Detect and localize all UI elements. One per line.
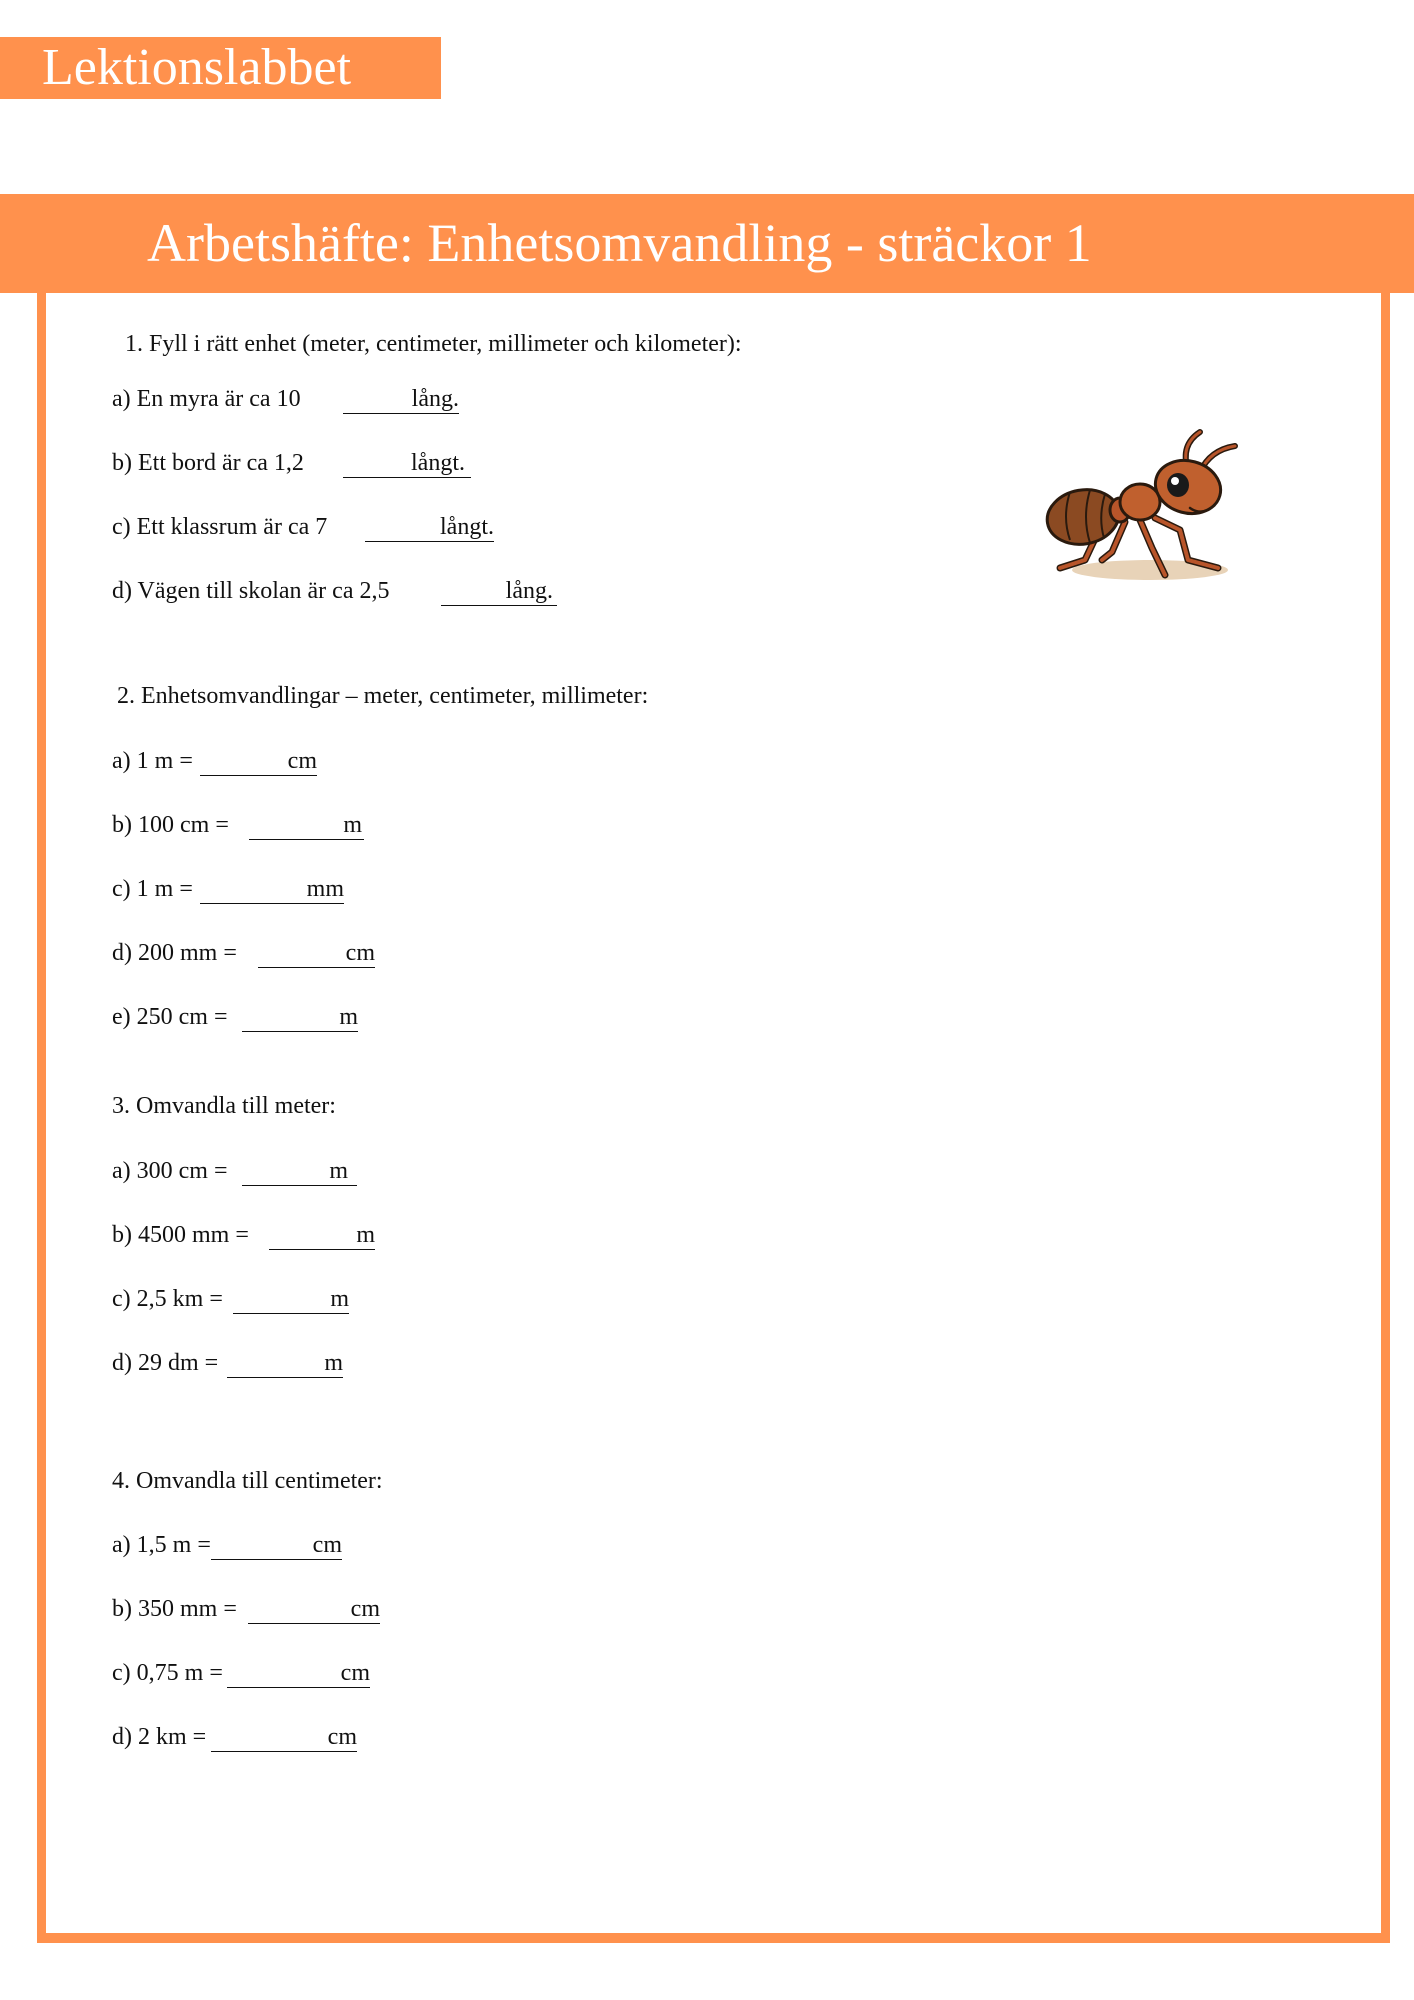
suffix-1c: långt.: [440, 514, 494, 540]
question-3b: b) 4500 mm =: [112, 1222, 249, 1248]
unit-3c: m: [330, 1286, 349, 1312]
question-4c: c) 0,75 m =: [112, 1660, 223, 1686]
unit-3b: m: [356, 1222, 375, 1248]
suffix-1b: långt.: [411, 450, 465, 476]
answer-blank-1b[interactable]: [343, 448, 471, 478]
unit-4d: cm: [327, 1724, 357, 1750]
question-4a: a) 1,5 m =: [112, 1532, 211, 1558]
suffix-1d: lång.: [505, 578, 553, 604]
unit-2d: cm: [345, 940, 375, 966]
question-4b: b) 350 mm =: [112, 1596, 237, 1622]
answer-blank-4b[interactable]: [248, 1594, 380, 1624]
answer-blank-3b[interactable]: [269, 1220, 375, 1250]
answer-blank-2d[interactable]: [258, 938, 375, 968]
answer-blank-2b[interactable]: [249, 810, 364, 840]
answer-blank-1a[interactable]: [343, 384, 459, 414]
question-1d: d) Vägen till skolan är ca 2,5: [112, 578, 390, 604]
answer-blank-4d[interactable]: [211, 1722, 357, 1752]
question-1a: a) En myra är ca 10: [112, 386, 301, 412]
unit-3d: m: [324, 1350, 343, 1376]
unit-2e: m: [339, 1004, 358, 1030]
answer-blank-2c[interactable]: [200, 874, 344, 904]
section-3-heading: 3. Omvandla till meter:: [112, 1093, 336, 1119]
answer-blank-1c[interactable]: [365, 512, 494, 542]
unit-4a: cm: [312, 1532, 342, 1558]
unit-4b: cm: [350, 1596, 380, 1622]
question-2a: a) 1 m =: [112, 748, 193, 774]
unit-3a: m: [329, 1158, 348, 1184]
ant-icon: [1040, 420, 1240, 590]
answer-blank-2a[interactable]: [200, 746, 317, 776]
question-2b: b) 100 cm =: [112, 812, 229, 838]
question-3d: d) 29 dm =: [112, 1350, 219, 1376]
answer-blank-3c[interactable]: [233, 1284, 349, 1314]
question-3c: c) 2,5 km =: [112, 1286, 223, 1312]
question-2d: d) 200 mm =: [112, 940, 237, 966]
logo-text: Lektionslabbet: [42, 39, 352, 96]
page-title: Arbetshäfte: Enhetsomvandling - sträckor 1: [147, 213, 1092, 273]
question-1b: b) Ett bord är ca 1,2: [112, 450, 304, 476]
question-4d: d) 2 km =: [112, 1724, 207, 1750]
unit-4c: cm: [340, 1660, 370, 1686]
question-3a: a) 300 cm =: [112, 1158, 228, 1184]
section-2-heading: 2. Enhetsomvandlingar – meter, centimeter, millimeter:: [117, 683, 649, 709]
question-2e: e) 250 cm =: [112, 1004, 228, 1030]
answer-blank-1d[interactable]: [441, 576, 557, 606]
section-4-heading: 4. Omvandla till centimeter:: [112, 1468, 383, 1494]
unit-2c: mm: [306, 876, 344, 902]
answer-blank-4c[interactable]: [227, 1658, 370, 1688]
answer-blank-2e[interactable]: [242, 1002, 358, 1032]
section-1-heading: 1. Fyll i rätt enhet (meter, centimeter, millimeter och kilometer):: [125, 331, 742, 357]
answer-blank-4a[interactable]: [211, 1530, 342, 1560]
answer-blank-3d[interactable]: [227, 1348, 343, 1378]
suffix-1a: lång.: [411, 386, 459, 412]
question-1c: c) Ett klassrum är ca 7: [112, 514, 328, 540]
question-2c: c) 1 m =: [112, 876, 193, 902]
unit-2a: cm: [287, 748, 317, 774]
answer-blank-3a[interactable]: [242, 1156, 357, 1186]
unit-2b: m: [343, 812, 362, 838]
